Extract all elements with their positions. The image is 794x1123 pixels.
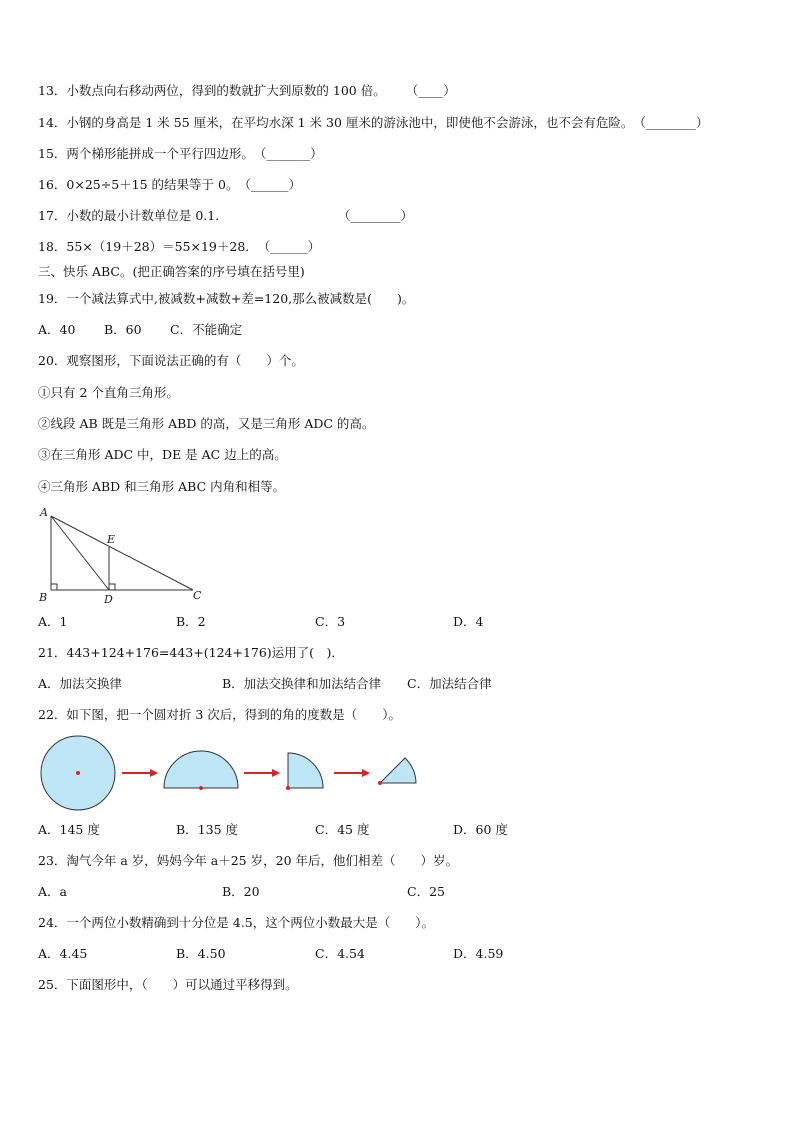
answer-blank-13[interactable]: （____） [405, 83, 456, 98]
question-16-text: 16．0×25÷5＋15 的结果等于 0。 [38, 177, 239, 192]
question-13 [38, 83, 456, 99]
q23-option-a[interactable]: A．a [38, 884, 67, 899]
question-14-text: 14．小钢的身高是 1 米 55 厘米，在平均水深 1 米 30 厘米的游泳池中，即使他不会游泳，也不会有危险。 [38, 115, 634, 130]
q20-statement-3: ③在三角形 ADC 中，DE 是 AC 边上的高。 [38, 447, 287, 462]
right-angle-mark-d [109, 584, 115, 590]
q20-option-b[interactable]: B．2 [176, 614, 206, 629]
q20-option-c[interactable]: C．3 [315, 614, 346, 629]
q20-statement-1: ①只有 2 个直角三角形。 [38, 385, 179, 400]
q23-option-b[interactable]: B．20 [222, 884, 260, 899]
question-22-stem: 22．如下图，把一个圆对折 3 次后，得到的角的度数是（ ）。 [38, 707, 402, 722]
half-center-dot [199, 786, 203, 790]
answer-blank-16[interactable]: （______） [238, 177, 301, 192]
question-17 [38, 208, 228, 224]
q22-option-b[interactable]: B．135 度 [176, 822, 239, 837]
q21-option-c[interactable]: C．加法结合律 [407, 676, 492, 691]
q22-option-a[interactable]: A．145 度 [38, 822, 100, 837]
question-23-stem: 23．淘气今年 a 岁，妈妈今年 a＋25 岁，20 年后，他们相差（ ）岁。 [38, 853, 458, 868]
question-14 [38, 115, 708, 131]
arrow-3-head [362, 769, 370, 777]
q21-option-b[interactable]: B．加法交换律和加法结合律 [222, 676, 382, 691]
q20-option-d[interactable]: D．4 [453, 614, 484, 629]
question-24-stem: 24．一个两位小数精确到十分位是 4.5，这个两位小数最大是（ ）。 [38, 915, 435, 930]
q19-option-a[interactable]: A．40 [38, 322, 76, 337]
answer-blank-14[interactable]: （________） [633, 115, 709, 130]
arrow-1-head [150, 769, 158, 777]
arrow-2-head [272, 769, 280, 777]
question-15-text: 15．两个梯形能拼成一个平行四边形。 [38, 146, 254, 161]
question-20-stem: 20．观察图形，下面说法正确的有（ ）个。 [38, 353, 304, 368]
answer-blank-17[interactable]: （________） [338, 208, 414, 223]
question-15 [38, 146, 323, 162]
triangle-figure [35, 506, 215, 606]
question-16 [38, 177, 301, 193]
question-18 [38, 239, 320, 255]
q23-option-c[interactable]: C．25 [407, 884, 445, 899]
quarter-center-dot [286, 786, 290, 790]
question-21-stem: 21．443+124+176=443+(124+176)运用了( )． [38, 645, 344, 660]
label-d: D [104, 593, 113, 606]
question-19-stem: 19．一个减法算式中,被减数+减数+差=120,那么被减数是( )。 [38, 291, 415, 306]
circle-folding-figure [38, 734, 428, 814]
q24-option-d[interactable]: D．4.59 [453, 946, 504, 961]
q19-option-b[interactable]: B．60 [104, 322, 142, 337]
quarter-circle-shape [288, 753, 323, 788]
eighth-center-dot [378, 781, 382, 785]
q24-option-a[interactable]: A．4.45 [38, 946, 88, 961]
question-25-stem: 25．下面图形中，（ ）可以通过平移得到。 [38, 977, 298, 992]
q21-option-a[interactable]: A．加法交换律 [38, 676, 123, 691]
question-17-text: 17．小数的最小计数单位是 0.1． [38, 208, 228, 223]
label-e: E [107, 533, 116, 546]
answer-blank-15[interactable]: （_______） [253, 146, 323, 161]
question-13-text: 13．小数点向右移动两位，得到的数就扩大到原数的 100 倍。 [38, 83, 386, 98]
eighth-circle-shape [380, 758, 416, 783]
segment-ad [51, 516, 109, 590]
label-c: C [193, 589, 202, 602]
label-b: B [39, 591, 48, 604]
q24-option-c[interactable]: C．4.54 [315, 946, 365, 961]
q22-option-d[interactable]: D．60 度 [453, 822, 508, 837]
segment-ac [51, 516, 193, 590]
q20-option-a[interactable]: A．1 [38, 614, 68, 629]
question-18-text: 18．55×（19＋28）＝55×19＋28． [38, 239, 258, 254]
half-circle-shape [164, 751, 238, 788]
section-title: 三、快乐 ABC。(把正确答案的序号填在括号里) [38, 264, 305, 279]
q24-option-b[interactable]: B．4.50 [176, 946, 226, 961]
q20-statement-2: ②线段 AB 既是三角形 ABD 的高，又是三角形 ADC 的高。 [38, 416, 375, 431]
answer-blank-18[interactable]: （______） [257, 239, 321, 254]
circle-center-dot [76, 771, 80, 775]
right-angle-mark-b [51, 584, 57, 590]
q19-option-c[interactable]: C．不能确定 [170, 322, 243, 337]
q22-option-c[interactable]: C．45 度 [315, 822, 370, 837]
label-a: A [40, 506, 48, 519]
q20-statement-4: ④三角形 ABD 和三角形 ABC 内角和相等。 [38, 479, 286, 494]
